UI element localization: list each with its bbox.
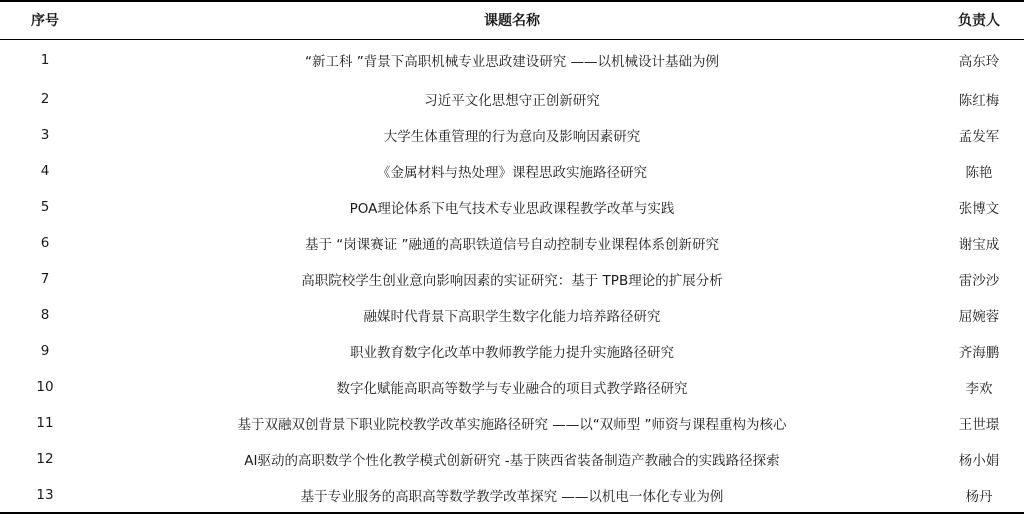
row-topic-name: 融媒时代背景下高职学生数字化能力培养路径研究 bbox=[363, 309, 661, 325]
row-serial-number: 4 bbox=[40, 163, 50, 179]
row-serial-number: 10 bbox=[36, 379, 54, 395]
row-serial-number: 6 bbox=[40, 235, 50, 251]
row-serial-number: 13 bbox=[0, 477, 90, 513]
row-topic-name: AI驱动的高职数学个性化教学模式创新研究 -基于陕西省装备制造产教融合的实践路径探索 bbox=[244, 453, 780, 469]
table-row bbox=[0, 153, 1024, 189]
table-row bbox=[0, 117, 1024, 153]
row-topic-name: 基于双融双创背景下职业院校教学改革实施路径研究 ——以“双师型 ”师资与课程重构为核心 bbox=[237, 417, 787, 433]
row-person-in-charge: 张博文 bbox=[958, 201, 1000, 217]
row-person-in-charge: 李欢 bbox=[965, 381, 993, 397]
row-person-in-charge: 陈艳 bbox=[965, 165, 993, 181]
table-body bbox=[0, 39, 1024, 513]
row-person-in-charge: 谢宝成 bbox=[958, 237, 1000, 253]
row-serial-number: 3 bbox=[40, 127, 50, 143]
table-row bbox=[0, 81, 1024, 117]
row-person-in-charge: 高东玲 bbox=[958, 54, 1000, 71]
row-topic-name: “新工科 ”背景下高职机械专业思政建设研究 ——以机械设计基础为例 bbox=[304, 54, 720, 71]
table-row bbox=[0, 477, 1024, 513]
row-serial-number: 5 bbox=[40, 199, 50, 215]
header-topic-name: 课题名称 bbox=[90, 1, 934, 39]
row-topic-name: POA理论体系下电气技术专业思政课程教学改革与实践 bbox=[349, 201, 675, 217]
row-topic-name: 《金属材料与热处理》课程思政实施路径研究 bbox=[377, 165, 647, 181]
row-person-in-charge: 杨小娟 bbox=[958, 453, 1000, 469]
table-row bbox=[0, 261, 1024, 297]
header-person-in-charge: 负责人 bbox=[934, 1, 1024, 39]
row-person-in-charge: 屈婉蓉 bbox=[958, 309, 1000, 325]
row-person-in-charge: 杨丹 bbox=[934, 477, 1024, 513]
row-topic-name: 职业教育数字化改革中教师教学能力提升实施路径研究 bbox=[350, 345, 674, 361]
table-row bbox=[0, 189, 1024, 225]
row-person-in-charge: 孟发军 bbox=[958, 129, 1000, 145]
table-row bbox=[0, 369, 1024, 405]
header-serial-number: 序号 bbox=[0, 1, 90, 39]
row-serial-number: 11 bbox=[36, 415, 54, 431]
row-serial-number: 12 bbox=[36, 451, 54, 467]
table-row bbox=[0, 333, 1024, 369]
row-serial-number: 8 bbox=[40, 307, 50, 323]
row-topic-name: 基于 “岗课赛证 ”融通的高职铁道信号自动控制专业课程体系创新研究 bbox=[304, 237, 720, 253]
row-topic-name: 数字化赋能高职高等数学与专业融合的项目式教学路径研究 bbox=[336, 381, 688, 397]
header-row bbox=[0, 1, 1024, 39]
row-person-in-charge: 齐海鹏 bbox=[958, 345, 1000, 361]
row-serial-number: 9 bbox=[40, 343, 50, 359]
table-row bbox=[0, 441, 1024, 477]
table-header bbox=[0, 1, 1024, 39]
row-topic-name: 基于专业服务的高职高等数学教学改革探究 ——以机电一体化专业为例 bbox=[90, 477, 934, 513]
row-serial-number: 7 bbox=[40, 271, 50, 287]
row-person-in-charge: 王世璟 bbox=[958, 417, 1000, 433]
row-topic-name: 习近平文化思想守正创新研究 bbox=[424, 93, 600, 109]
row-serial-number: 1 bbox=[40, 52, 50, 69]
row-topic-name: 大学生体重管理的行为意向及影响因素研究 bbox=[383, 129, 641, 145]
table-row bbox=[0, 297, 1024, 333]
table-row bbox=[0, 39, 1024, 81]
row-topic-name: 高职院校学生创业意向影响因素的实证研究：基于 TPB理论的扩展分析 bbox=[301, 273, 723, 289]
row-serial-number: 2 bbox=[40, 91, 50, 107]
table-row bbox=[0, 405, 1024, 441]
table-row bbox=[0, 225, 1024, 261]
row-person-in-charge: 陈红梅 bbox=[958, 93, 1000, 109]
row-person-in-charge: 雷沙沙 bbox=[958, 273, 1000, 289]
